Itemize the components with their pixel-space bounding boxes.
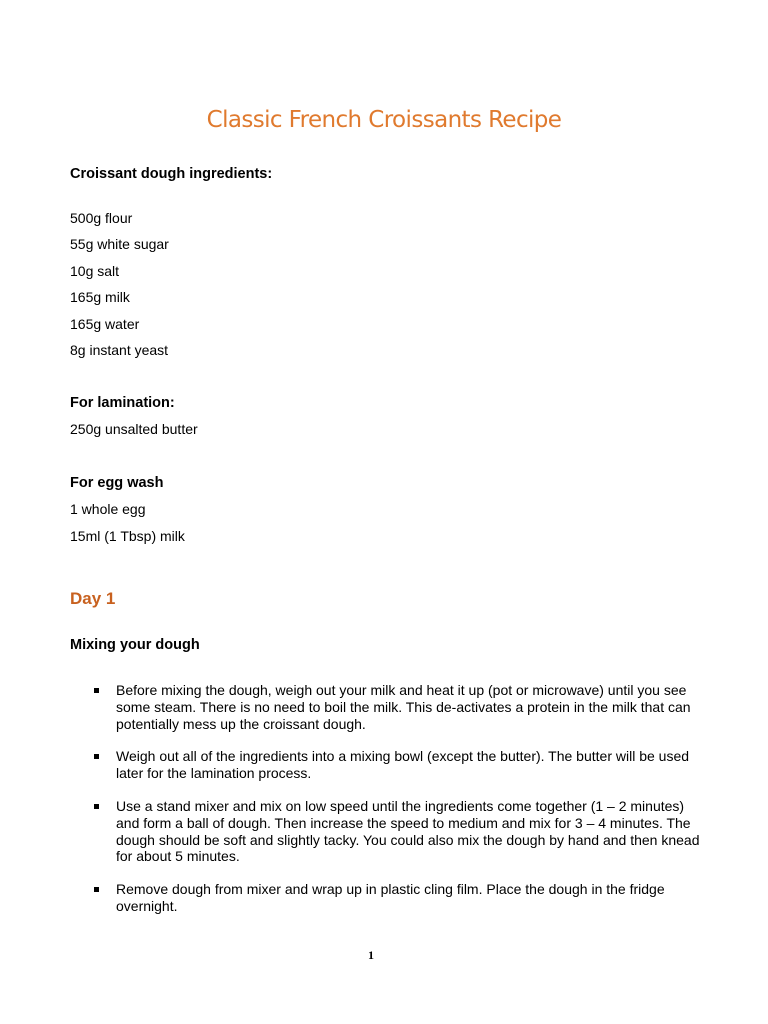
bullet-icon: [94, 804, 99, 809]
lamination-item: 250g unsalted butter: [70, 421, 198, 437]
step-text: Weigh out all of the ingredients into a mixing bowl (except the butter). The butter will be used later for the lamination process.: [116, 748, 690, 782]
step-text: Before mixing the dough, weigh out your milk and heat it up (pot or microwave) until you see some steam. There is no need to boil the milk. This de-activates a protein in the milk that can potentially mess up the croissant dough.: [116, 682, 691, 732]
bullet-icon: [94, 688, 99, 693]
document-title: Classic French Croissants Recipe: [206, 107, 562, 133]
egg-wash-item: 15ml (1 Tbsp) milk: [70, 528, 185, 544]
list-item: [70, 682, 710, 732]
ingredient-item: 500g flour: [70, 210, 133, 226]
list-item: [70, 881, 710, 915]
ingredient-item: 165g water: [70, 315, 140, 332]
lamination-heading: For lamination:: [70, 395, 175, 411]
egg-wash-item: 1 whole egg: [70, 501, 146, 517]
bullet-icon: [94, 887, 99, 892]
page-number: 1: [368, 948, 374, 962]
dough-ingredients-list: [70, 209, 169, 367]
list-item: [70, 748, 710, 782]
mixing-dough-subheading: Mixing your dough: [70, 637, 200, 653]
step-text: Remove dough from mixer and wrap up in plastic cling film. Place the dough in the fridge overnight.: [116, 881, 665, 914]
egg-wash-heading: For egg wash: [70, 475, 164, 491]
ingredient-item: 55g white sugar: [70, 236, 169, 253]
ingredient-item: 8g instant yeast: [70, 341, 169, 358]
day-1-heading: Day 1: [70, 589, 116, 608]
ingredient-item: 10g salt: [70, 262, 120, 279]
list-item: [70, 798, 710, 865]
ingredient-item: 165g milk: [70, 289, 130, 306]
step-text: Use a stand mixer and mix on low speed until the ingredients come together (1 – 2 minutes) and form a ball of dough. Then increase the speed to medium and mix for 3 – 4 minutes. The dough should be soft and slightly tacky. You could also mix the dough by hand and then knead for about 5 minutes.: [116, 797, 700, 865]
mixing-steps-list: [70, 682, 710, 931]
dough-ingredients-heading: Croissant dough ingredients:: [70, 166, 273, 182]
bullet-icon: [94, 754, 99, 759]
